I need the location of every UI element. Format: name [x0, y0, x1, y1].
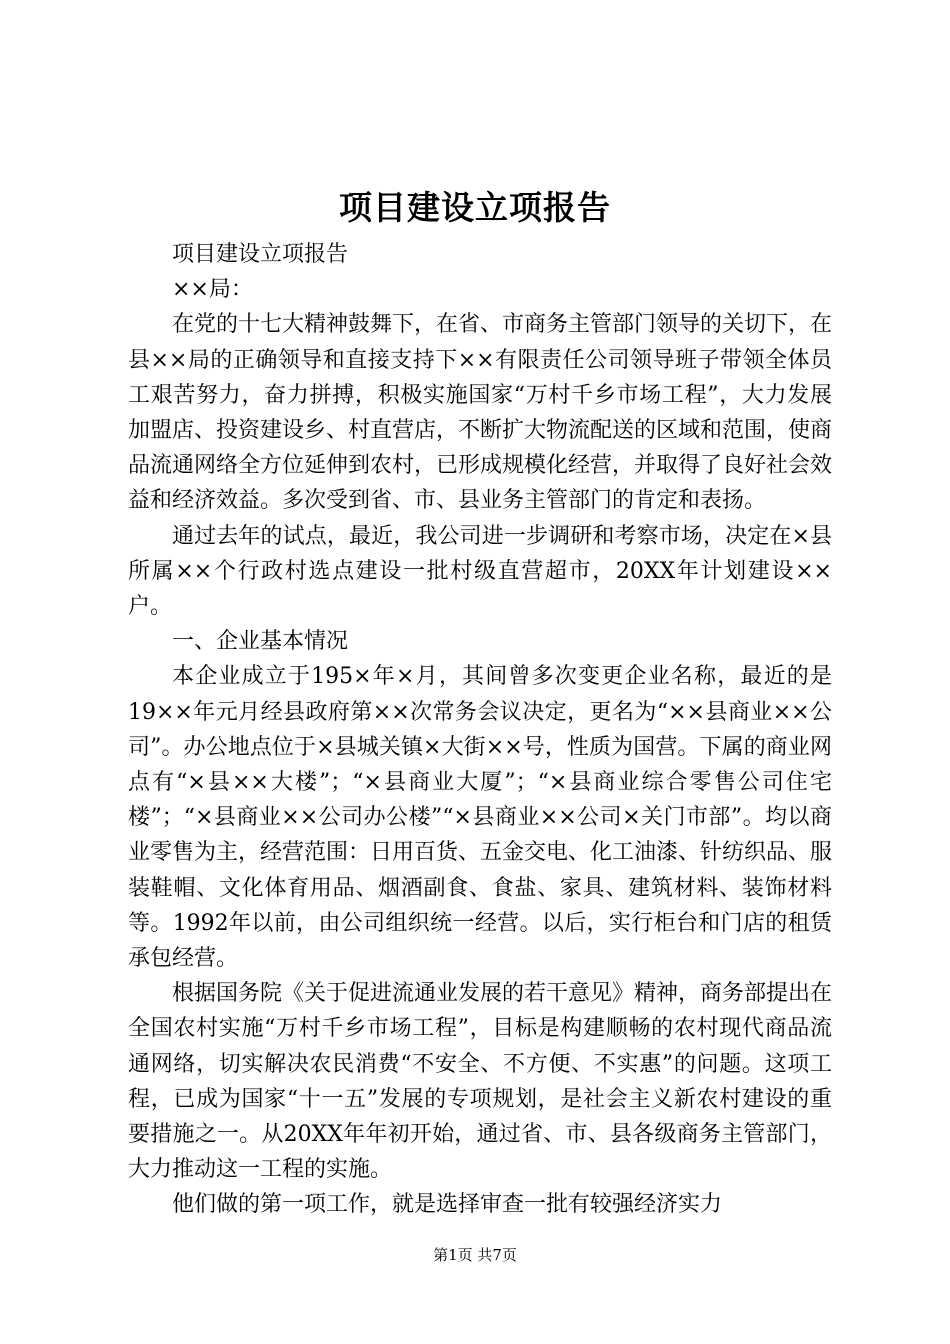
paragraph-introduction: 在党的十七大精神鼓舞下，在省、市商务主管部门领导的关切下，在县××局的正确领导和直接支持下××有限责任公司领导班子带领全体员工艰苦努力，奋力拼搏，积极实施国家“万村千乡市场工程”，大力发展加盟店、投资建设乡、村直营店，不断扩大物流配送的区域和范围，使商品流通网络全方位延伸到农村，已形成规模化经营，并取得了良好社会效益和经济效益。多次受到省、市、县业务主管部门的肯定和表扬。	[128, 312, 833, 514]
document-body	[128, 237, 832, 1223]
paragraph-company-history: 本企业成立于195×年×月，其间曾多次变更企业名称，最近的是19××年元月经县政府第××次常务会议决定，更名为“××县商业××公司”。办公地点位于×县城关镇×大街××号，性质为国营。下属的商业网点有“×县××大楼”；“×县商业大厦”；“×县商业综合零售公司住宅楼”；“×县商业××公司办公楼”“×县商业××公司×关门市部”。均以商业零售为主，经营范围：日用百货、五金交电、化工油漆、针纺织品、服装鞋帽、文化体育用品、烟酒副食、食盐、家具、建筑材料、装饰材料等。1992年以前，由公司组织统一经营。以后，实行柜台和门店的租赁承包经营。	[128, 664, 833, 972]
paragraph-first-task: 他们做的第一项工作，就是选择审查一批有较强经济实力	[172, 1192, 723, 1218]
page-number-footer: 第1页 共7页	[433, 1246, 517, 1264]
section-heading-company-info: 一、企业基本情况	[172, 629, 349, 655]
paragraph-policy-background: 根据国务院《关于促进流通业发展的若干意见》精神，商务部提出在全国农村实施“万村千乡市场工程”，目标是构建顺畅的农村现代商品流通网络，切实解决农民消费“不安全、不方便、不实惠”的问题。这项工程，已成为国家“十一五”发展的专项规划，是社会主义新农村建设的重要措施之一。从20XX年年初开始，通过省、市、县各级商务主管部门，大力推动这一工程的实施。	[128, 981, 833, 1183]
paragraph-plan: 通过去年的试点，最近，我公司进一步调研和考察市场，决定在×县所属××个行政村选点建设一批村级直营超市，20XX年计划建设××户。	[128, 523, 832, 620]
paragraph-heading-repeat: 项目建设立项报告	[172, 242, 349, 267]
paragraph-addressee: ××局：	[172, 277, 253, 303]
document-title: 项目建设立项报告	[339, 188, 611, 227]
